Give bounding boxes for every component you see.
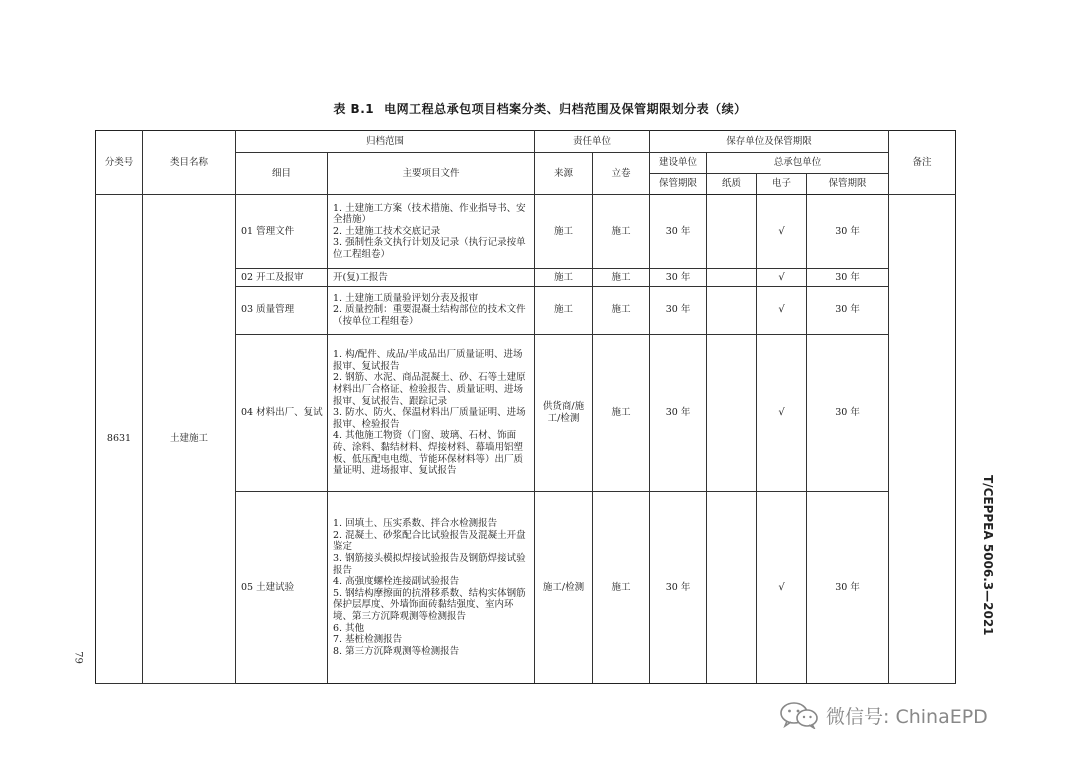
header-contractor-period: 保管期限 xyxy=(807,174,889,195)
row-electronic: √ xyxy=(757,334,807,492)
watermark-text: 微信号: ChinaEPD xyxy=(826,705,988,728)
header-responsible: 责任单位 xyxy=(535,131,650,153)
header-contractor: 总承包单位 xyxy=(707,153,889,174)
row-files xyxy=(328,195,535,269)
row-detail: 01 管理文件 xyxy=(236,195,328,269)
file-item: 8. 第三方沉降观测等检测报告 xyxy=(333,645,460,657)
header-builder: 建设单位 xyxy=(650,153,707,174)
header-builder-period: 保管期限 xyxy=(650,174,707,195)
row-builder-period: 30 年 xyxy=(650,286,707,334)
file-item: 1. 回填土、压实系数、拌合水检测报告 xyxy=(333,518,498,530)
row-source: 施工 xyxy=(535,286,593,334)
row-detail: 04 材料出厂、复试 xyxy=(236,334,328,492)
row-detail: 02 开工及报审 xyxy=(236,269,328,286)
header-paper: 纸质 xyxy=(707,174,757,195)
row-paper xyxy=(707,334,757,492)
header-detail: 细目 xyxy=(236,153,328,195)
watermark xyxy=(778,700,988,730)
file-item: 3. 防水、防火、保温材料出厂质量证明、进场报审、检验报告 xyxy=(333,407,526,430)
archive-classification-table xyxy=(95,130,956,684)
row-builder-period: 30 年 xyxy=(650,334,707,492)
header-category: 类目名称 xyxy=(143,131,236,195)
row-source: 供货商/施工/检测 xyxy=(535,334,593,492)
standard-code: T/CEPPEA 5006.3—2021 xyxy=(981,475,995,636)
group-category: 土建施工 xyxy=(143,195,236,684)
row-builder-period: 30 年 xyxy=(650,195,707,269)
row-electronic: √ xyxy=(757,492,807,684)
row-files xyxy=(328,334,535,492)
row-paper xyxy=(707,286,757,334)
file-item: 1. 构/配件、成品/半成品出厂质量证明、进场报审、复试报告 xyxy=(333,349,523,372)
file-item: 3. 钢筋接头模拟焊接试验报告及钢筋焊接试验报告 xyxy=(333,552,526,576)
header-code: 分类号 xyxy=(96,131,143,195)
row-contractor-period: 30 年 xyxy=(807,334,889,492)
row-detail: 05 土建试验 xyxy=(236,492,328,684)
file-item: 2. 质量控制：重要混凝土结构部位的技术文件（按单位工程组卷） xyxy=(333,304,526,327)
row-paper xyxy=(707,269,757,286)
row-contractor-period: 30 年 xyxy=(807,269,889,286)
row-detail: 03 质量管理 xyxy=(236,286,328,334)
file-item: 4. 其他施工物资（门窗、玻璃、石材、饰面砖、涂料、黏结材料、焊接材料、幕墙用铝塑板、低压配电电缆、节能环保材料等）出厂质量证明、进场报审、复试报告 xyxy=(333,430,524,477)
table-title-text: 电网工程总承包项目档案分类、归档范围及保管期限划分表（续） xyxy=(384,102,747,116)
row-builder-period: 30 年 xyxy=(650,269,707,286)
header-source: 来源 xyxy=(535,153,593,195)
row-files xyxy=(328,492,535,684)
table-row xyxy=(96,195,956,269)
row-source: 施工 xyxy=(535,269,593,286)
page-number: 79 xyxy=(72,651,84,664)
row-files xyxy=(328,286,535,334)
header-filing: 立卷 xyxy=(593,153,650,195)
header-retention: 保存单位及保管期限 xyxy=(650,131,889,153)
group-code: 8631 xyxy=(96,195,143,684)
file-item: 4. 高强度螺栓连接副试验报告 xyxy=(333,576,460,588)
file-item: 2. 土建施工技术交底记录 xyxy=(333,225,441,237)
row-filing: 施工 xyxy=(593,492,650,684)
row-remark xyxy=(889,195,956,684)
file-item: 2. 钢筋、水泥、商品混凝土、砂、石等土建原材料出厂合格证、检验报告、质量证明、进场报审、复试报告、跟踪记录 xyxy=(333,372,526,407)
wechat-icon xyxy=(778,701,820,729)
file-item: 3. 强制性条文执行计划及记录（执行记录按单位工程组卷） xyxy=(333,237,526,261)
header-remark: 备注 xyxy=(889,131,956,195)
file-item: 1. 土建施工质量验评划分表及报审 xyxy=(333,292,479,304)
row-contractor-period: 30 年 xyxy=(807,492,889,684)
row-files xyxy=(328,269,535,286)
row-electronic: √ xyxy=(757,286,807,334)
table-number: 表 B.1 xyxy=(333,102,375,116)
file-item: 6. 其他 xyxy=(333,622,365,634)
row-paper xyxy=(707,195,757,269)
file-item: 2. 混凝土、砂浆配合比试验报告及混凝土开盘鉴定 xyxy=(333,529,526,553)
header-files: 主要项目文件 xyxy=(328,153,535,195)
table-title xyxy=(0,100,1080,117)
row-filing: 施工 xyxy=(593,286,650,334)
row-contractor-period: 30 年 xyxy=(807,195,889,269)
row-electronic: √ xyxy=(757,195,807,269)
row-source: 施工 xyxy=(535,195,593,269)
file-item: 5. 钢结构摩擦面的抗滑移系数、结构实体钢筋保护层厚度、外墙饰面砖黏结强度、室内环境、第三方沉降观测等检测报告 xyxy=(333,587,526,622)
row-builder-period: 30 年 xyxy=(650,492,707,684)
file-item: 开(复)工报告 xyxy=(333,271,388,283)
row-source: 施工/检测 xyxy=(535,492,593,684)
row-filing: 施工 xyxy=(593,334,650,492)
file-item: 1. 土建施工方案（技术措施、作业指导书、安全措施） xyxy=(333,202,526,226)
row-paper xyxy=(707,492,757,684)
row-filing: 施工 xyxy=(593,269,650,286)
file-item: 7. 基桩检测报告 xyxy=(333,634,403,646)
row-filing: 施工 xyxy=(593,195,650,269)
row-electronic: √ xyxy=(757,269,807,286)
header-scope: 归档范围 xyxy=(236,131,535,153)
row-contractor-period: 30 年 xyxy=(807,286,889,334)
header-electronic: 电子 xyxy=(757,174,807,195)
